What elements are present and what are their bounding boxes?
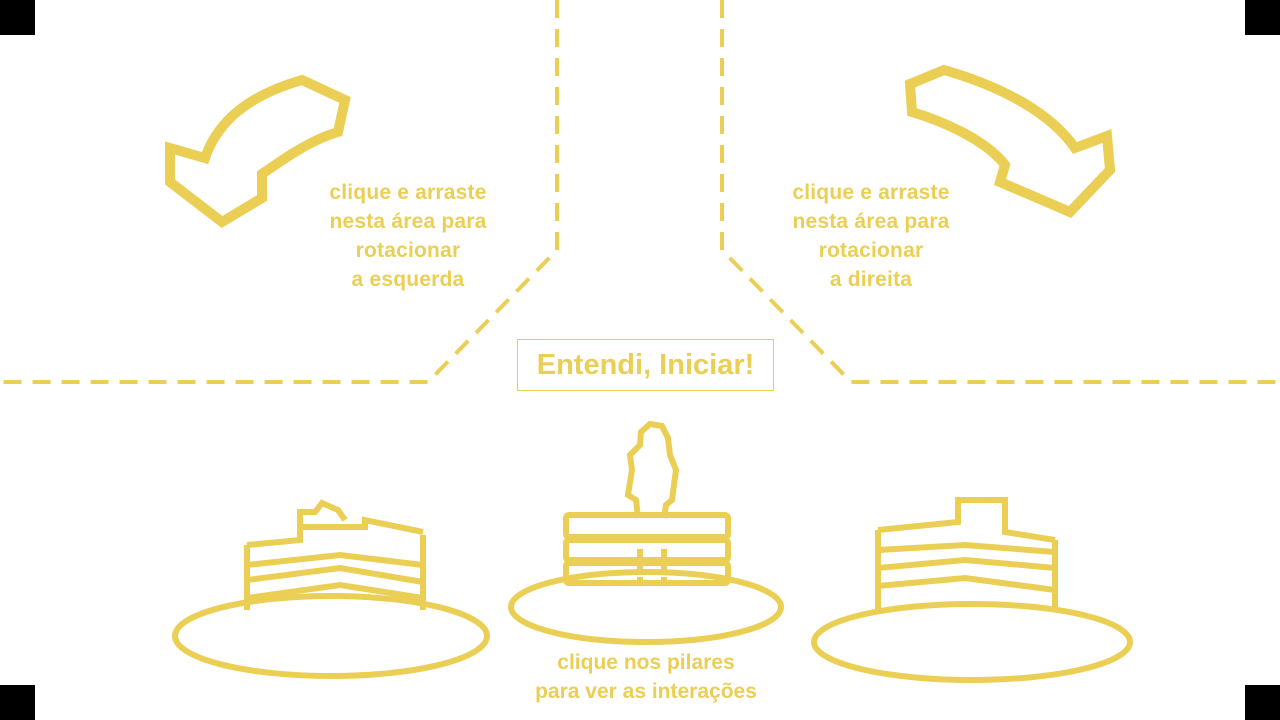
hint-line: para ver as interações [535, 680, 757, 703]
pillar-center[interactable] [511, 420, 781, 642]
pillar-right[interactable] [814, 496, 1130, 680]
rotate-left-hint [298, 178, 518, 294]
hint-line: rotacionar [355, 239, 461, 262]
hint-line: nesta área para [792, 210, 950, 233]
hint-line: a direita [829, 268, 913, 291]
hint-line: nesta área para [329, 210, 487, 233]
hint-line: rotacionar [818, 239, 924, 262]
hint-line: a esquerda [351, 268, 465, 291]
pillars-hint [486, 648, 806, 706]
pillar-left[interactable] [175, 500, 487, 676]
hint-line: clique e arraste [329, 181, 487, 204]
rotate-right-hint [761, 178, 981, 294]
hint-line: clique nos pilares [557, 651, 735, 674]
hint-line: clique e arraste [792, 181, 950, 204]
start-button[interactable]: Entendi, Iniciar! [517, 339, 774, 391]
